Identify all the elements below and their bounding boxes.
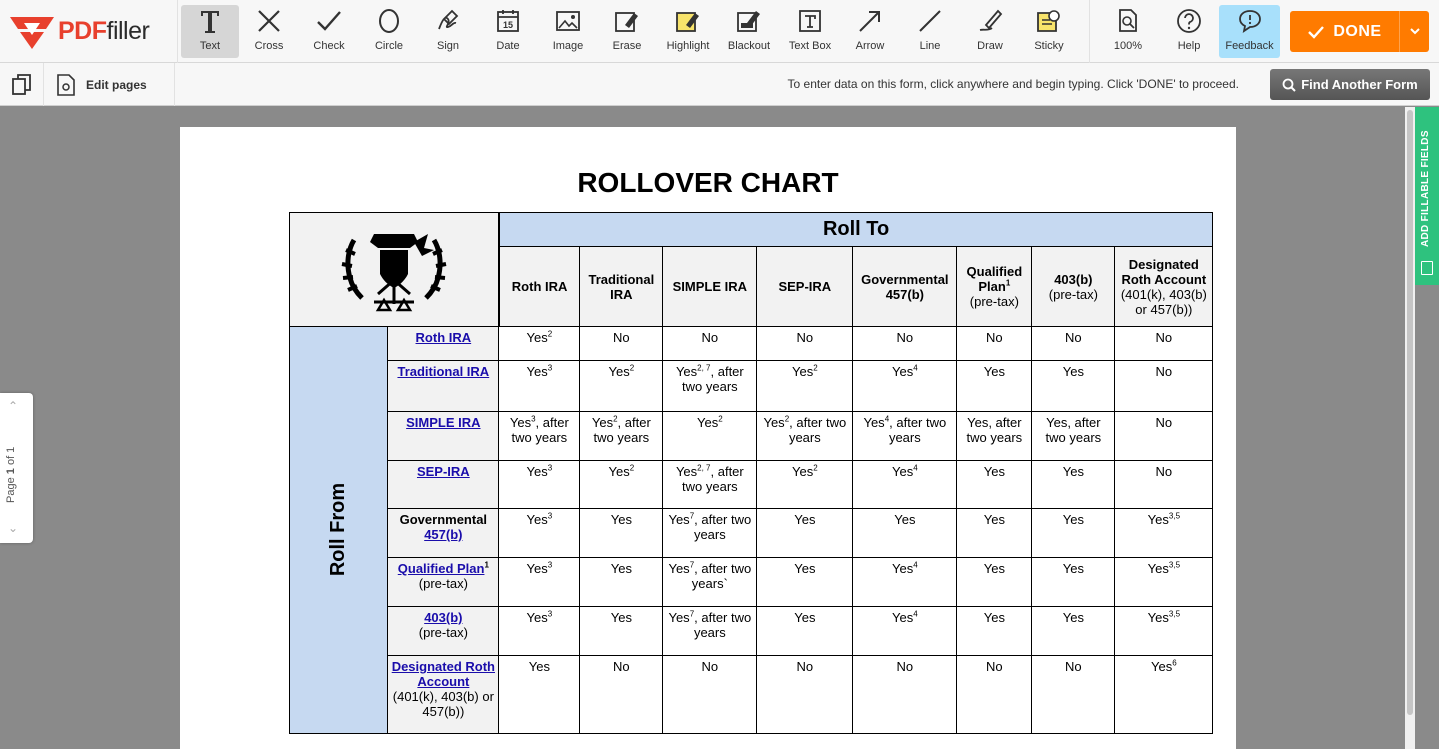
chart-cell[interactable]: Yes$^3$ bbox=[499, 461, 580, 509]
table-row bbox=[290, 412, 1213, 461]
table-row bbox=[290, 509, 1213, 558]
col-header-designated-roth: Designated Roth Account (401(k), 403(b) or 457(b)) bbox=[1115, 247, 1213, 327]
add-fillable-fields-label: ADD FILLABLE FIELDS bbox=[1420, 130, 1431, 247]
check-icon bbox=[1307, 25, 1325, 39]
chart-cell[interactable]: Yes bbox=[957, 558, 1032, 607]
chart-cell[interactable]: Yes bbox=[580, 558, 663, 607]
done-label: DONE bbox=[1333, 22, 1382, 40]
logo-icon bbox=[10, 13, 54, 51]
sticky-icon bbox=[1035, 5, 1063, 37]
cross-tool[interactable] bbox=[240, 5, 298, 58]
irs-seal-cell bbox=[290, 213, 499, 327]
date-tool-label: Date bbox=[496, 40, 520, 52]
chart-cell[interactable]: No bbox=[957, 327, 1032, 361]
toolbar-divider bbox=[1089, 0, 1090, 63]
chart-cell[interactable]: No bbox=[757, 327, 853, 361]
chart-cell[interactable]: Yes bbox=[757, 607, 853, 656]
zoom-label: 100% bbox=[1113, 40, 1143, 52]
done-main[interactable] bbox=[1290, 11, 1399, 52]
chart-cell[interactable]: Yes bbox=[580, 509, 663, 558]
document-page[interactable] bbox=[180, 127, 1236, 749]
row-header-link[interactable]: Traditional IRA bbox=[397, 364, 490, 379]
page-gear-icon bbox=[56, 73, 76, 97]
chart-cell[interactable]: No bbox=[580, 656, 663, 734]
table-row bbox=[290, 461, 1213, 509]
row-header[interactable]: Qualified Plan$^1$ (pre-tax) bbox=[388, 558, 499, 607]
pages-panel-button[interactable] bbox=[0, 63, 44, 106]
line-tool[interactable] bbox=[901, 5, 959, 58]
chart-cell[interactable]: Yes bbox=[757, 509, 853, 558]
sticky-tool[interactable] bbox=[1020, 5, 1078, 58]
chart-cell[interactable]: No bbox=[580, 327, 663, 361]
chart-cell[interactable]: Yes$^2$ bbox=[499, 327, 580, 361]
chart-cell[interactable]: No bbox=[1032, 656, 1115, 734]
chart-cell[interactable]: Yes bbox=[853, 509, 957, 558]
chart-cell[interactable]: Yes bbox=[957, 607, 1032, 656]
row-header[interactable]: Governmental 457(b) bbox=[388, 509, 499, 558]
col-header-governmental-457b: Governmental 457(b) bbox=[853, 247, 957, 327]
draw-tool[interactable] bbox=[961, 5, 1019, 58]
chart-cell[interactable]: Yes bbox=[1032, 361, 1115, 412]
done-dropdown-button[interactable] bbox=[1399, 11, 1429, 52]
page-indicator: Page 1 of 1 bbox=[5, 446, 17, 503]
circle-tool[interactable] bbox=[360, 5, 418, 58]
text-icon bbox=[196, 5, 224, 37]
highlight-tool-label: Highlight bbox=[666, 40, 710, 52]
chart-cell[interactable]: Yes bbox=[957, 361, 1032, 412]
circle-icon bbox=[375, 5, 403, 37]
help-label: Help bbox=[1177, 40, 1201, 52]
chart-cell[interactable]: No bbox=[853, 327, 957, 361]
chart-cell[interactable]: Yes$^2$ bbox=[663, 412, 757, 461]
chart-cell[interactable]: Yes$^{3,5}$ bbox=[1115, 607, 1213, 656]
chart-cell[interactable]: No bbox=[853, 656, 957, 734]
row-header[interactable] bbox=[388, 327, 499, 361]
chart-cell[interactable]: Yes$^4$, after two years bbox=[853, 412, 957, 461]
feedback-button[interactable] bbox=[1219, 5, 1280, 58]
cross-icon bbox=[255, 5, 283, 37]
arrow-icon bbox=[856, 5, 884, 37]
image-tool-label: Image bbox=[552, 40, 584, 52]
col-header-roth-ira: Roth IRA bbox=[499, 247, 580, 327]
row-header-link[interactable]: SEP-IRA bbox=[416, 464, 470, 479]
chart-cell[interactable]: Yes bbox=[1032, 461, 1115, 509]
erase-tool-label: Erase bbox=[612, 40, 642, 52]
row-header[interactable] bbox=[388, 412, 499, 461]
chart-cell[interactable]: No bbox=[1115, 361, 1213, 412]
chart-cell[interactable]: Yes$^{2, 7}$, after two years bbox=[663, 461, 757, 509]
roll-to-header: Roll To bbox=[499, 213, 1213, 247]
chart-cell[interactable]: Yes$^7$, after two years bbox=[663, 509, 757, 558]
date-tool[interactable] bbox=[479, 5, 537, 58]
chart-cell[interactable]: Yes$^3$ bbox=[499, 509, 580, 558]
row-header-link[interactable]: 457(b) bbox=[424, 527, 463, 542]
copy-pages-icon bbox=[11, 73, 33, 97]
chart-cell[interactable]: Yes bbox=[957, 461, 1032, 509]
table-row bbox=[290, 361, 1213, 412]
find-another-form-label: Find Another Form bbox=[1301, 77, 1418, 92]
chart-cell[interactable]: Yes$^4$ bbox=[853, 461, 957, 509]
chart-cell[interactable]: Yes$^2$ bbox=[580, 361, 663, 412]
roll-from-header: Roll From bbox=[290, 327, 388, 734]
row-header-link[interactable]: Qualified Plan bbox=[397, 561, 485, 576]
draw-tool-label: Draw bbox=[977, 40, 1003, 52]
chart-body bbox=[290, 327, 1213, 734]
edit-pages-button[interactable] bbox=[44, 63, 175, 106]
chart-cell[interactable]: No bbox=[957, 656, 1032, 734]
sign-icon bbox=[434, 5, 462, 37]
highlight-tool[interactable] bbox=[659, 5, 717, 58]
chart-cell[interactable]: Yes$^{3,5}$ bbox=[1115, 509, 1213, 558]
logo-text: PDFfiller bbox=[58, 17, 150, 45]
vertical-scrollbar[interactable] bbox=[1405, 107, 1415, 749]
chart-cell[interactable]: Yes$^2$ bbox=[757, 461, 853, 509]
chevron-down-icon bbox=[1410, 28, 1420, 35]
textbox-icon bbox=[796, 5, 824, 37]
secondary-toolbar bbox=[0, 63, 1439, 106]
edit-pages-label: Edit pages bbox=[86, 77, 147, 92]
col-header-traditional-ira: Traditional IRA bbox=[580, 247, 663, 327]
check-tool[interactable] bbox=[300, 5, 358, 58]
find-another-form-button[interactable] bbox=[1270, 69, 1430, 100]
col-header-qualified-plan: Qualified Plan$^1$ (pre-tax) bbox=[957, 247, 1032, 327]
irs-eagle-seal-icon bbox=[334, 220, 454, 316]
col-header-403b: 403(b) (pre-tax) bbox=[1032, 247, 1115, 327]
page-down-icon[interactable]: ⌄ bbox=[8, 521, 19, 535]
erase-icon bbox=[613, 5, 641, 37]
row-header-link[interactable]: 403(b) bbox=[424, 610, 463, 625]
zoom-icon bbox=[1114, 5, 1142, 37]
date-icon bbox=[494, 5, 522, 37]
col-header-sep-ira: SEP-IRA bbox=[757, 247, 853, 327]
chart-cell[interactable]: No bbox=[663, 327, 757, 361]
chart-cell[interactable]: Yes$^4$ bbox=[853, 607, 957, 656]
chart-cell[interactable]: Yes bbox=[1032, 509, 1115, 558]
rollover-chart-table bbox=[289, 212, 1213, 734]
image-tool[interactable] bbox=[539, 5, 597, 58]
chart-cell[interactable]: Yes$^{2, 7}$, after two years bbox=[663, 361, 757, 412]
row-header[interactable]: Designated Roth Account (401(k), 403(b) or 457(b)) bbox=[388, 656, 499, 734]
textbox-tool-label: Text Box bbox=[788, 40, 832, 52]
text-tool-label: Text bbox=[199, 40, 221, 52]
cross-tool-label: Cross bbox=[254, 40, 284, 52]
row-header-link[interactable]: Roth IRA bbox=[415, 330, 472, 345]
row-header-link[interactable]: SIMPLE IRA bbox=[406, 415, 481, 430]
chart-cell[interactable]: Yes$^3$, after two years bbox=[499, 412, 580, 461]
fillable-fields-icon bbox=[1421, 261, 1433, 275]
done-button[interactable] bbox=[1290, 11, 1429, 52]
arrow-tool[interactable] bbox=[841, 5, 899, 58]
chart-cell[interactable]: No bbox=[1032, 327, 1115, 361]
chart-cell[interactable]: Yes, after two years bbox=[957, 412, 1032, 461]
row-header[interactable] bbox=[388, 361, 499, 412]
pdffiller-logo[interactable] bbox=[0, 0, 178, 63]
chart-cell[interactable]: Yes$^4$ bbox=[853, 361, 957, 412]
svg-text:15: 15 bbox=[502, 20, 514, 30]
chart-cell[interactable]: Yes bbox=[757, 558, 853, 607]
circle-tool-label: Circle bbox=[374, 40, 404, 52]
chart-cell[interactable]: Yes$^7$, after two years` bbox=[663, 558, 757, 607]
chart-cell[interactable]: Yes bbox=[580, 607, 663, 656]
chart-cell[interactable]: Yes$^4$ bbox=[853, 558, 957, 607]
row-header[interactable] bbox=[388, 461, 499, 509]
main-toolbar bbox=[0, 0, 1439, 63]
image-icon bbox=[554, 5, 582, 37]
blackout-tool[interactable] bbox=[720, 5, 778, 58]
table-row bbox=[290, 607, 1213, 656]
chart-cell[interactable]: Yes$^3$ bbox=[499, 607, 580, 656]
feedback-label: Feedback bbox=[1225, 40, 1274, 52]
sign-tool-label: Sign bbox=[436, 40, 460, 52]
chart-cell[interactable]: Yes, after two years bbox=[1032, 412, 1115, 461]
highlight-icon bbox=[674, 5, 702, 37]
chart-cell[interactable]: Yes bbox=[957, 509, 1032, 558]
line-icon bbox=[916, 5, 944, 37]
zoom-button[interactable] bbox=[1099, 5, 1157, 58]
chart-cell[interactable]: Yes$^2$ bbox=[580, 461, 663, 509]
help-button[interactable] bbox=[1160, 5, 1218, 58]
scrollbar-thumb[interactable] bbox=[1407, 110, 1413, 715]
textbox-tool[interactable] bbox=[781, 5, 839, 58]
chart-cell[interactable]: No bbox=[757, 656, 853, 734]
page-up-icon[interactable]: ⌃ bbox=[8, 399, 19, 413]
line-tool-label: Line bbox=[919, 40, 941, 52]
col-header-simple-ira: SIMPLE IRA bbox=[663, 247, 757, 327]
page-navigator bbox=[0, 393, 33, 543]
chart-cell[interactable]: Yes$^3$ bbox=[499, 558, 580, 607]
chart-cell[interactable]: Yes$^6$ bbox=[1115, 656, 1213, 734]
chart-cell[interactable]: No bbox=[1115, 327, 1213, 361]
help-icon bbox=[1175, 5, 1203, 37]
table-row bbox=[290, 558, 1213, 607]
chart-cell[interactable]: Yes$^7$, after two years bbox=[663, 607, 757, 656]
check-tool-label: Check bbox=[313, 40, 345, 52]
document-title: ROLLOVER CHART bbox=[577, 167, 839, 198]
draw-icon bbox=[976, 5, 1004, 37]
add-fillable-fields-tab[interactable] bbox=[1415, 107, 1439, 285]
search-icon bbox=[1282, 78, 1296, 92]
blackout-icon bbox=[735, 5, 763, 37]
chart-cell[interactable]: Yes$^3$ bbox=[499, 361, 580, 412]
erase-tool[interactable] bbox=[598, 5, 656, 58]
chart-cell[interactable]: Yes$^2$ bbox=[757, 361, 853, 412]
table-row bbox=[290, 327, 1213, 361]
feedback-icon bbox=[1236, 5, 1264, 37]
sign-tool[interactable] bbox=[419, 5, 477, 58]
chart-cell[interactable]: Yes bbox=[1032, 558, 1115, 607]
sticky-tool-label: Sticky bbox=[1034, 40, 1064, 52]
chart-cell[interactable]: Yes$^2$, after two years bbox=[757, 412, 853, 461]
chart-cell[interactable]: Yes$^2$, after two years bbox=[580, 412, 663, 461]
check-icon bbox=[315, 5, 343, 37]
arrow-tool-label: Arrow bbox=[855, 40, 885, 52]
chart-cell[interactable]: Yes$^{3,5}$ bbox=[1115, 558, 1213, 607]
chart-cell[interactable]: No bbox=[663, 656, 757, 734]
chart-cell[interactable]: Yes bbox=[1032, 607, 1115, 656]
chart-cell[interactable]: No bbox=[1115, 461, 1213, 509]
instruction-hint: To enter data on this form, click anywhere and begin typing. Click 'DONE' to proceed. bbox=[787, 77, 1239, 91]
row-header-link[interactable]: Designated Roth Account bbox=[391, 659, 495, 689]
blackout-tool-label: Blackout bbox=[727, 40, 771, 52]
chart-cell[interactable]: Yes bbox=[499, 656, 580, 734]
chart-cell[interactable]: No bbox=[1115, 412, 1213, 461]
table-row bbox=[290, 656, 1213, 734]
text-tool[interactable] bbox=[181, 5, 239, 58]
row-header[interactable]: 403(b) (pre-tax) bbox=[388, 607, 499, 656]
